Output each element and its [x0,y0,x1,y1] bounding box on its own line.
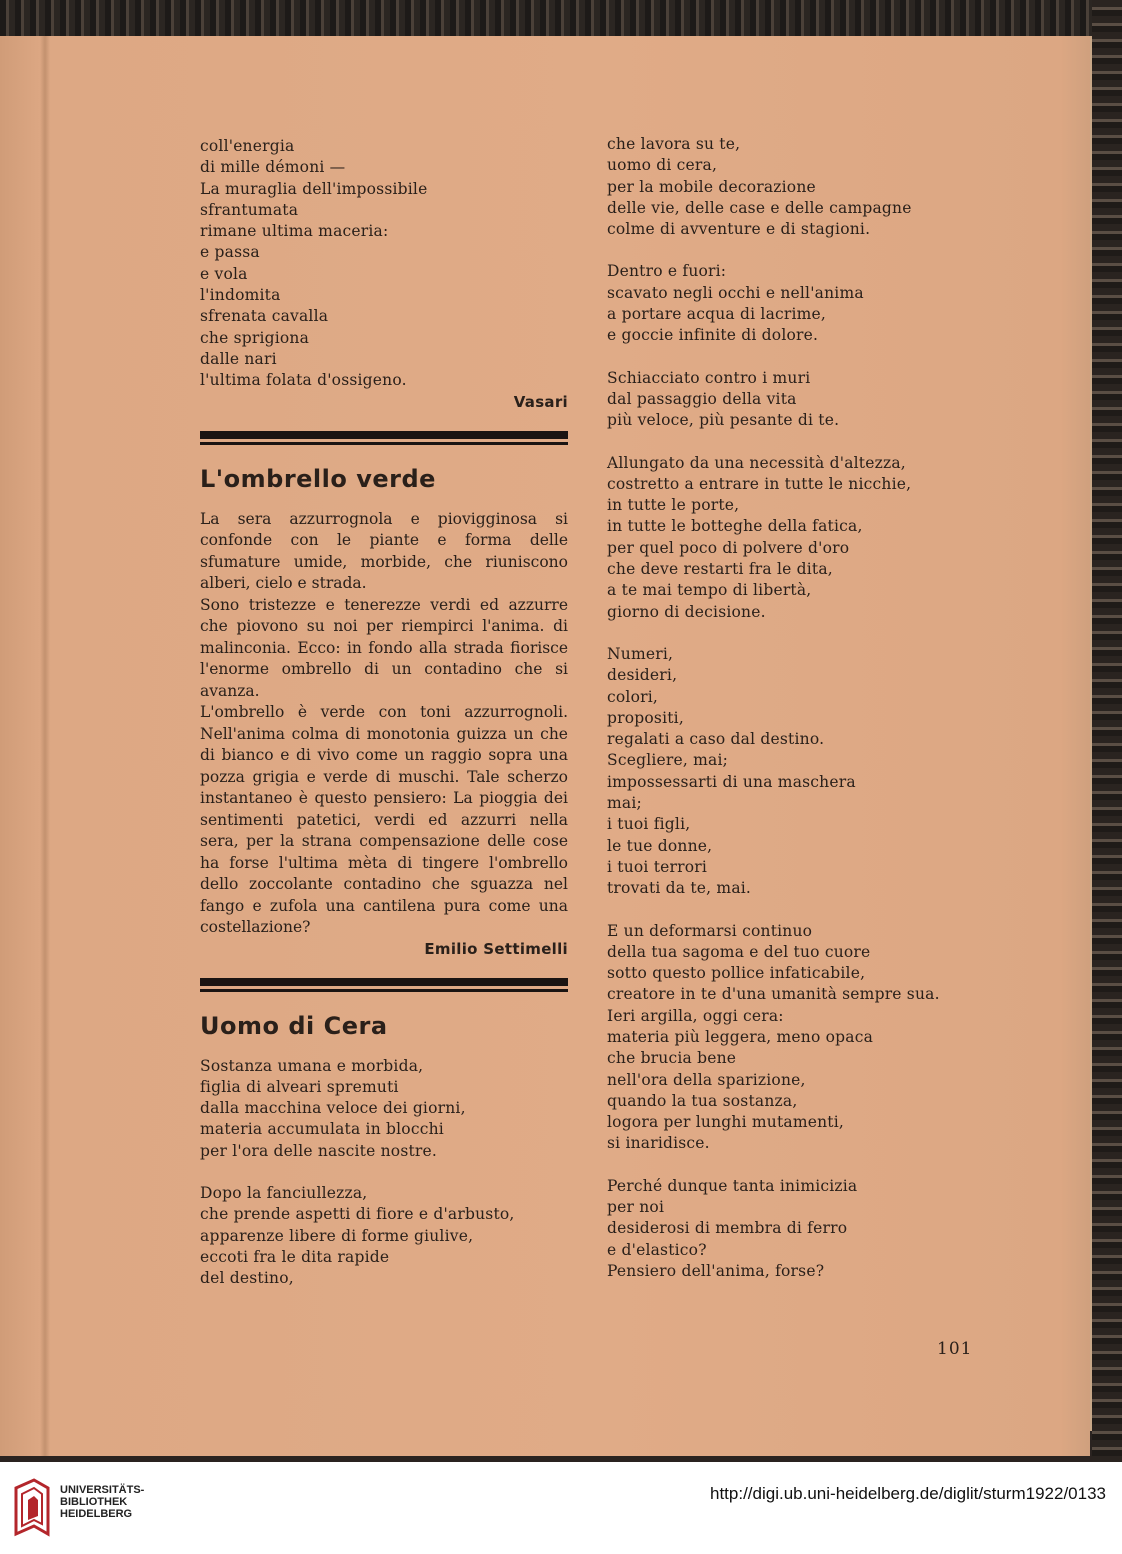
section-divider [200,978,568,992]
poem-line: per noi [607,1198,665,1217]
article-title: L'ombrello verde [200,464,436,493]
poem-line: logora per lunghi mutamenti, [607,1113,844,1132]
poem-line: i tuoi figli, [607,815,691,834]
poem-line: e passa [200,243,260,262]
article-paragraph: Sono tristezze e tenerezze verdi ed azzurre che piovono su noi per riempirci l'anima. di malinconia. Ecco: in fondo alla strada fiorisce l'enorme ombrello di un contadino che si avanza. [200,595,568,700]
poem-line: Pensiero dell'anima, forse? [607,1261,825,1280]
poem-line: impossessarti di una maschera [607,772,856,791]
poem-line: Schiacciato contro i muri [607,368,811,387]
poem-line: trovati da te, mai. [607,879,752,898]
page-gutter [40,36,50,1456]
poem-line: mai; [607,794,642,813]
article-paragraph: La sera azzurrognola e piovigginosa si confonde con le piante e forma delle sfumature umide, morbide, che riuniscono alberi, cielo e strada. [200,509,568,593]
library-logo-icon [12,1476,52,1540]
poem-line: quando la tua sostanza, [607,1091,798,1110]
poem-line: che deve restarti fra le dita, [607,560,833,579]
article-paragraph: L'ombrello è verde con toni azzurrognoli. Nell'anima colma di monotonia guizza un che di bianco e di vivo come un raggio sopra una pozza grigia e verde di muschi. Tale scherzo instantaneo è questo pensiero: La pioggia dei sentimenti patetici, verdi ed azzurri nella sera, per la strana compensazione delle cose ha forse l'ultima mèta di tingere l'ombrello dello zoccolante contadino che sguazza nel fango e zufola una cantilena pura come una costellazione? [200,703,568,937]
poem-line: figlia di alveari spremuti [200,1077,399,1096]
poem-line: apparenze libere di forme giulive, [200,1226,474,1245]
poem-line: che prende aspetti di fiore e d'arbusto, [200,1205,515,1224]
poem-line: desideri, [607,666,678,685]
poem-line: coll'energia [200,137,295,155]
poem-line: materia più leggera, meno opaca [607,1027,874,1046]
poem-line: colori, [607,687,658,706]
poem-line: l'indomita [200,286,281,305]
poem-line: e vola [200,264,248,283]
poem-line: costretto a entrare in tutte le nicchie, [607,474,912,493]
poem-line: di mille démoni — [200,158,346,177]
poem-line: regalati a caso dal destino. [607,730,825,749]
poem-stanza [607,644,977,900]
poem-line: rimane ultima maceria: [200,222,389,241]
poem-line: dalla macchina veloce dei giorni, [200,1099,466,1118]
poem-line: e d'elastico? [607,1240,707,1259]
poem-line: della tua sagoma e del tuo cuore [607,942,871,961]
poem-line: Scegliere, mai; [607,751,729,770]
poem-line: delle vie, delle case e delle campagne [607,198,912,217]
book-page [0,36,1090,1456]
source-url[interactable]: http://digi.ub.uni-heidelberg.de/diglit/sturm1922/0133 [710,1484,1106,1503]
poem-line: sfrantumata [200,200,299,219]
poem-line: sotto questo pollice infaticabile, [607,964,866,983]
institution-name [60,1484,144,1520]
poem-line: a portare acqua di lacrime, [607,305,827,324]
poem-line: uomo di cera, [607,156,718,175]
poem-ending-author: Vasari [513,392,568,411]
poem-line: Perché dunque tanta inimicizia [607,1176,858,1195]
poem-line: Sostanza umana e morbida, [200,1056,424,1075]
poem-line: più veloce, più pesante di te. [607,411,840,430]
right-column [607,134,977,1303]
poem-body [200,1056,568,1290]
poem-line: eccoti fra le dita rapide [200,1247,390,1266]
poem-stanza [607,368,977,432]
poem-line: Allungato da una necessità d'altezza, [607,453,906,472]
poem-line: si inaridisce. [607,1134,710,1153]
divider-bar [200,442,568,445]
poem-stanza [607,921,977,1155]
left-column [200,136,568,1311]
poem-stanza [607,134,977,240]
poem-line: in tutte le botteghe della fatica, [607,517,863,536]
poem-stanza [200,1183,568,1289]
poem-line: dalle nari [200,349,277,368]
poem-line: La muraglia dell'impossibile [200,179,428,198]
poem-line: che sprigiona [200,328,310,347]
section-divider [200,431,568,445]
poem-ending [200,136,568,392]
poem-line: Dentro e fuori: [607,262,727,281]
footer-bar [0,1462,1122,1554]
poem-line: giorno di decisione. [607,602,766,621]
poem-stanza [607,261,977,346]
poem-line: le tue donne, [607,836,713,855]
poem-line: Ieri argilla, oggi cera: [607,1006,784,1025]
poem-line: che brucia bene [607,1049,737,1068]
institution-line: UNIVERSITÄTS- [60,1484,145,1496]
page-number: 101 [937,1339,973,1359]
article-body [200,509,568,939]
article-author: Emilio Settimelli [424,939,568,958]
poem-line: i tuoi terrori [607,857,708,876]
poem-line: del destino, [200,1269,294,1288]
poem-line: creatore in te d'una umanità sempre sua. [607,985,940,1004]
poem-line: materia accumulata in blocchi [200,1120,444,1139]
poem-line: desiderosi di membra di ferro [607,1219,848,1238]
poem-line: a te mai tempo di libertà, [607,581,812,600]
poem-line: Numeri, [607,644,674,663]
poem-stanza [607,1176,977,1282]
poem-line: sfrenata cavalla [200,307,329,326]
poem-line: nell'ora della sparizione, [607,1070,806,1089]
poem-line: per l'ora delle nascite nostre. [200,1141,438,1160]
institution-line: HEIDELBERG [60,1508,133,1520]
institution-line: BIBLIOTHEK [60,1496,128,1508]
poem-title: Uomo di Cera [200,1011,388,1040]
poem-line: dal passaggio della vita [607,389,797,408]
poem-line: per la mobile decorazione [607,177,816,196]
poem-line: Dopo la fanciullezza, [200,1184,368,1203]
divider-bar [200,978,568,986]
divider-bar [200,431,568,439]
divider-bar [200,989,568,992]
poem-line: e goccie infinite di dolore. [607,326,819,345]
poem-line: che lavora su te, [607,135,741,153]
poem-line: colme di avventure e di stagioni. [607,220,871,239]
poem-stanza [200,1056,568,1162]
poem-line: per quel poco di polvere d'oro [607,538,850,557]
poem-line: in tutte le porte, [607,496,740,515]
poem-line: propositi, [607,708,684,727]
poem-line: scavato negli occhi e nell'anima [607,283,864,302]
poem-line: E un deformarsi continuo [607,921,813,940]
poem-stanza [607,453,977,623]
poem-line: l'ultima folata d'ossigeno. [200,371,407,390]
